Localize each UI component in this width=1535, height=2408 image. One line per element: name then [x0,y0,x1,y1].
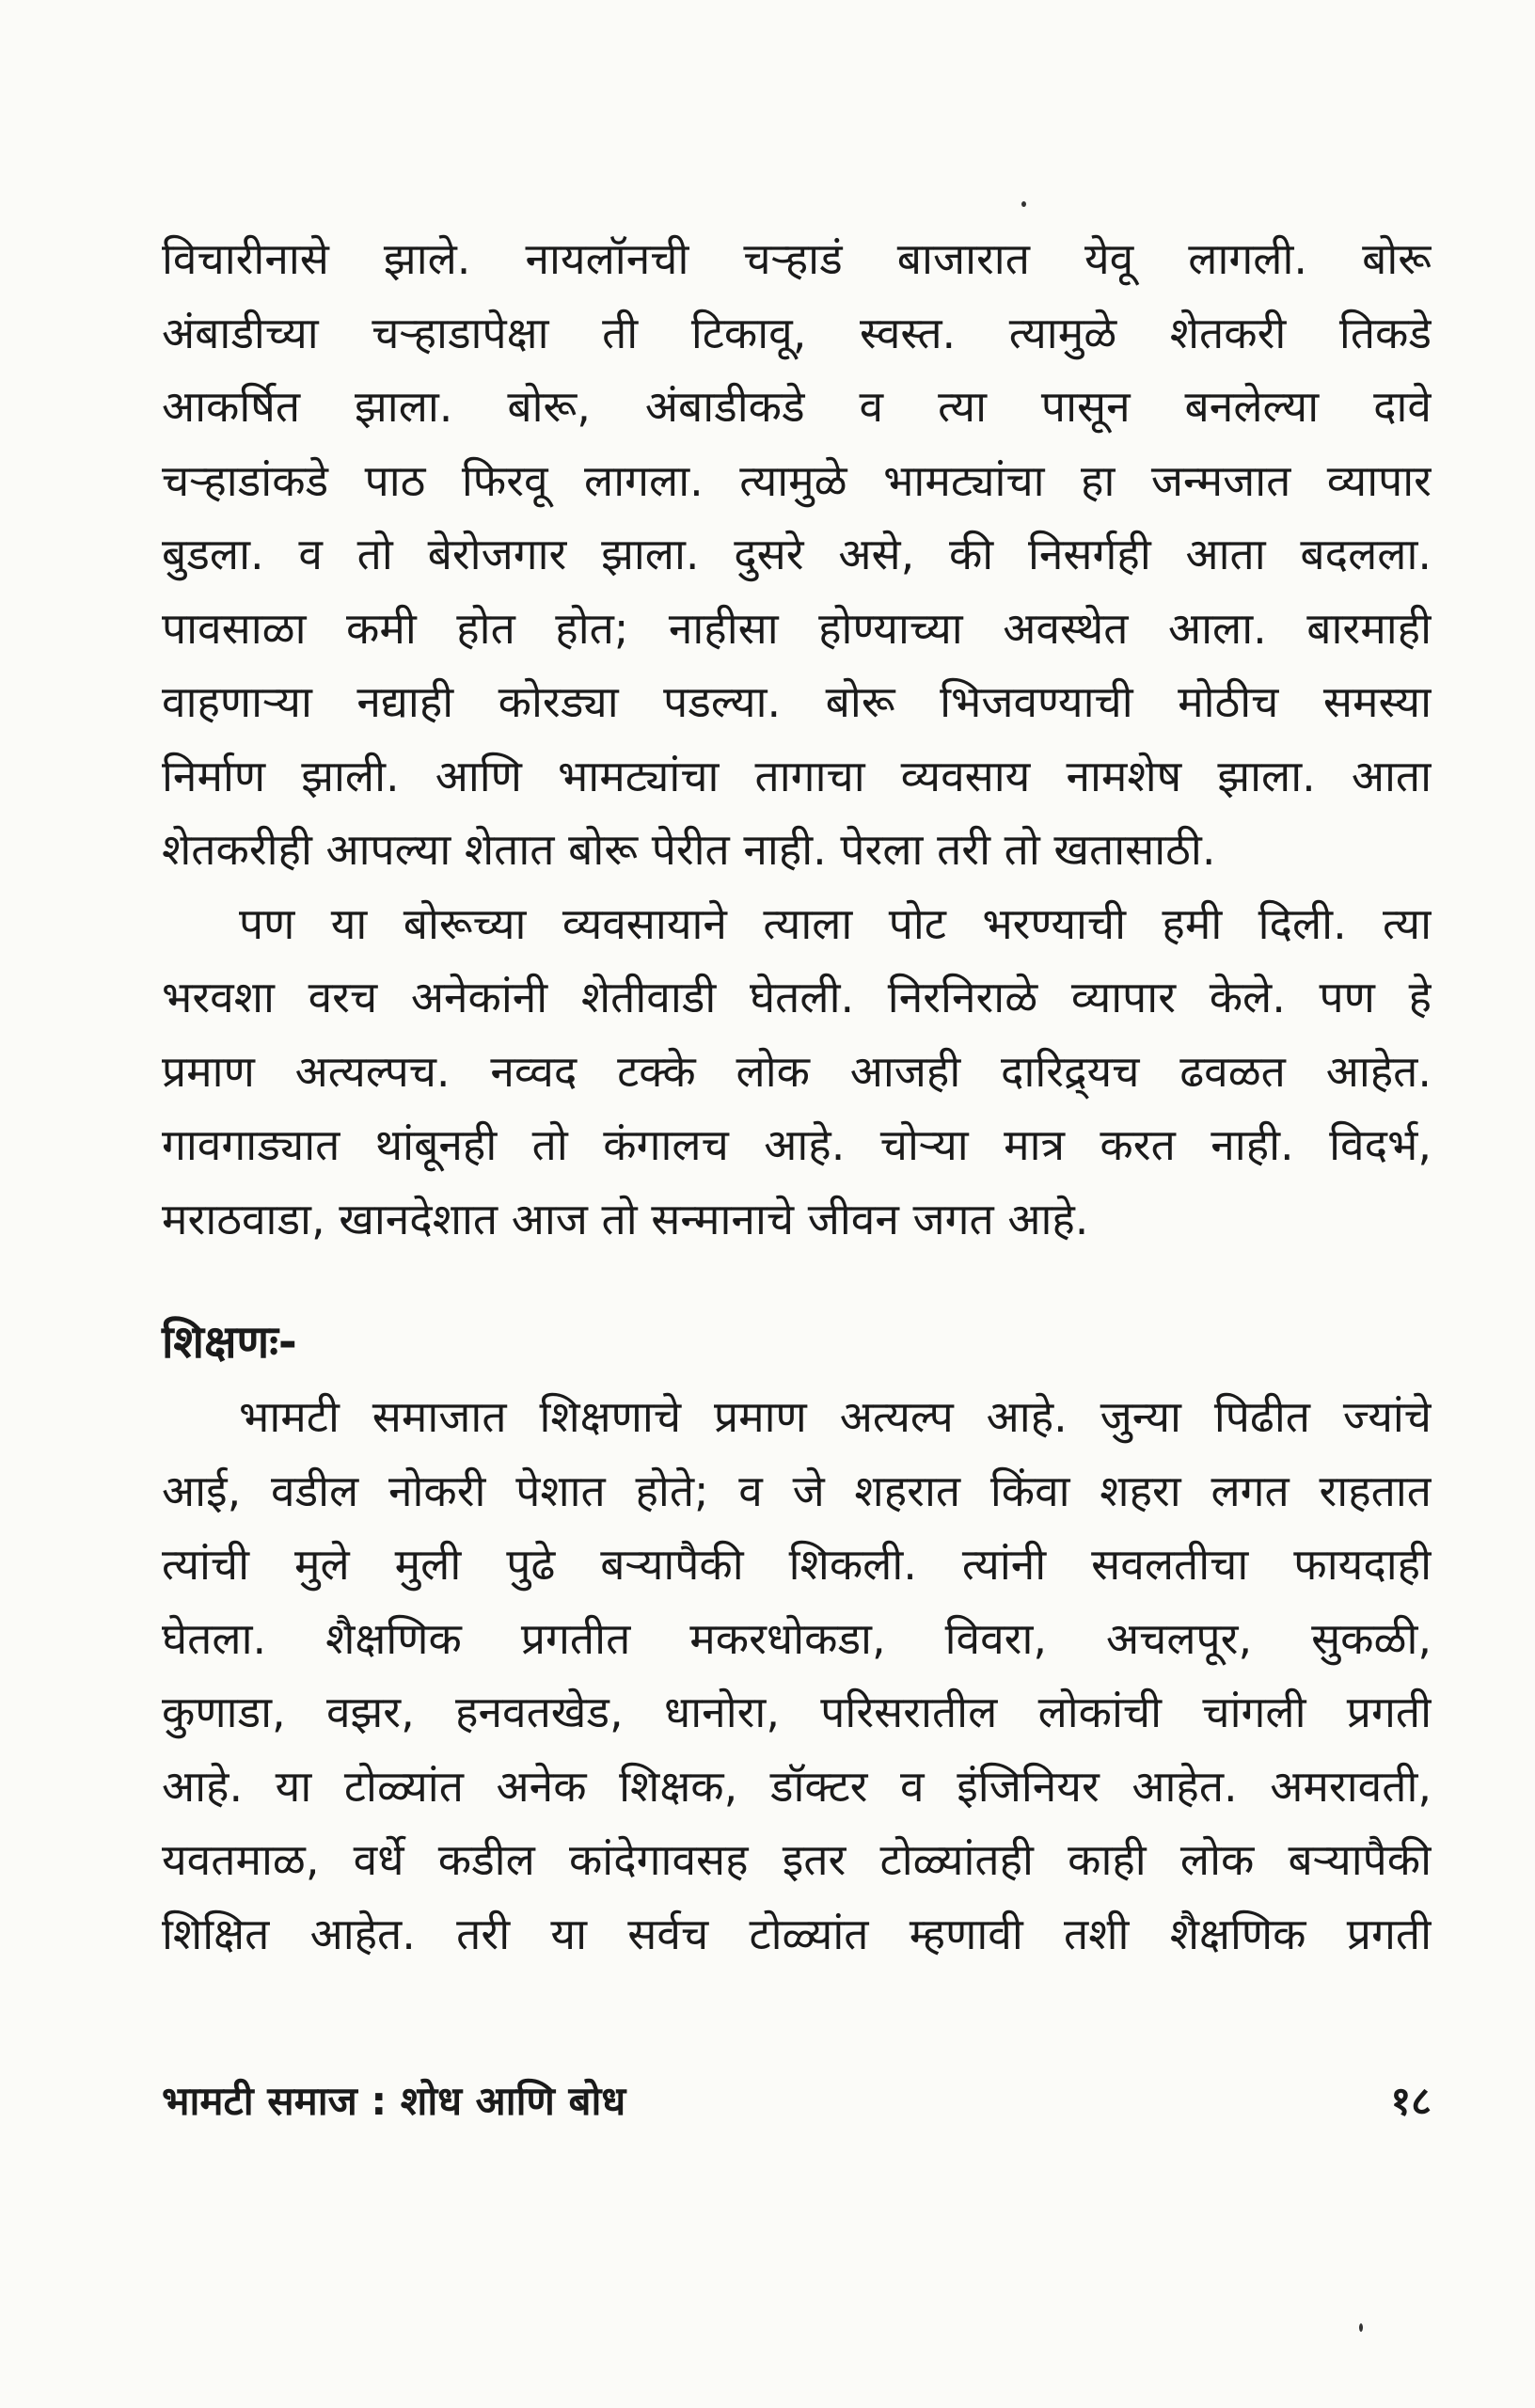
text-line: वाहणाऱ्या नद्याही कोरड्या पडल्या. बोरू भिजवण्याची मोठीच समस्या [162,676,1432,727]
text-line: आई, वडील नोकरी पेशात होते; व जे शहरात किंवा शहरा लगत राहतात [162,1465,1432,1516]
text-line: आहे. या टोळ्यांत अनेक शिक्षक, डॉक्टर व इंजिनियर आहेत. अमरावती, [162,1760,1432,1812]
text-line: पण या बोरूच्या व्यवसायाने त्याला पोट भरण्याची हमी दिली. त्या [239,897,1432,949]
text-line: शिक्षित आहेत. तरी या सर्वच टोळ्यांत म्हणावी तशी शैक्षणिक प्रगती [162,1908,1432,1959]
text-line: भरवशा वरच अनेकांनी शेतीवाडी घेतली. निरनिराळे व्यापार केले. पण हे [162,972,1432,1022]
running-footer-book-title: भामटी समाज : शोध आणि बोध [162,2078,626,2124]
text-line: गावगाड्यात थांबूनही तो कंगालच आहे. चोऱ्या मात्र करत नाही. विदर्भ, [162,1119,1432,1170]
page-number: १८ [1390,2078,1432,2124]
text-line: कुणाडा, वझर, हनवतखेड, धानोरा, परिसरातील लोकांची चांगली प्रगती [162,1687,1432,1737]
text-line: यवतमाळ, वर्धे कडील कांदेगावसह इतर टोळ्यांतही काही लोक बऱ्यापैकी [162,1834,1432,1885]
text-line: चऱ्हाडांकडे पाठ फिरवू लागला. त्यामुळे भामट्यांचा हा जन्मजात व्यापार [162,454,1432,506]
text-line: पावसाळा कमी होत होत; नाहीसा होण्याच्या अवस्थेत आला. बारमाही [162,602,1432,654]
text-line: मराठवाडा, खानदेशात आज तो सन्मानाचे जीवन जगत आहे. [162,1193,1089,1244]
text-line: अंबाडीच्या चऱ्हाडापेक्षा ती टिकावू, स्वस्त. त्यामुळे शेतकरी तिकडे [162,307,1432,358]
text-line: बुडला. व तो बेरोजगार झाला. दुसरे असे, की निसर्गही आता बदलला. [162,529,1432,579]
page-footer [162,2073,1432,2130]
print-speck [1021,201,1026,207]
paragraph-2 [162,887,1432,1257]
text-line: निर्माण झाली. आणि भामट्यांचा तागाचा व्यवसाय नामशेष झाला. आता [162,750,1432,801]
paragraph-3 [162,1380,1432,1971]
text-line: त्यांची मुले मुली पुढे बऱ्यापैकी शिकली. त्यांनी सवलतीचा फायदाही [162,1539,1432,1590]
text-line: प्रमाण अत्यल्पच. नव्वद टक्के लोक आजही दारिद्र्यच ढवळत आहेत. [162,1045,1432,1097]
text-line: आकर्षित झाला. बोरू, अंबाडीकडे व त्या पासून बनलेल्या दावे [162,381,1432,432]
text-line: शेतकरीही आपल्या शेतात बोरू पेरीत नाही. पेरला तरी तो खतासाठी. [162,824,1216,875]
page-body [162,222,1432,1971]
text-line: भामटी समाजात शिक्षणाचे प्रमाण अत्यल्प आहे. जुन्या पिढीत ज्यांचे [239,1391,1432,1442]
paragraph-1 [162,222,1432,887]
section-heading-education: शिक्षणः- [162,1316,297,1369]
text-line: विचारीनासे झाले. नायलॉनची चऱ्हाडं बाजारात येवू लागली. बोरू [162,233,1432,284]
print-speck [1359,2323,1363,2332]
text-line: घेतला. शैक्षणिक प्रगतीत मकरधोकडा, विवरा, अचलपूर, सुकळी, [162,1612,1432,1664]
